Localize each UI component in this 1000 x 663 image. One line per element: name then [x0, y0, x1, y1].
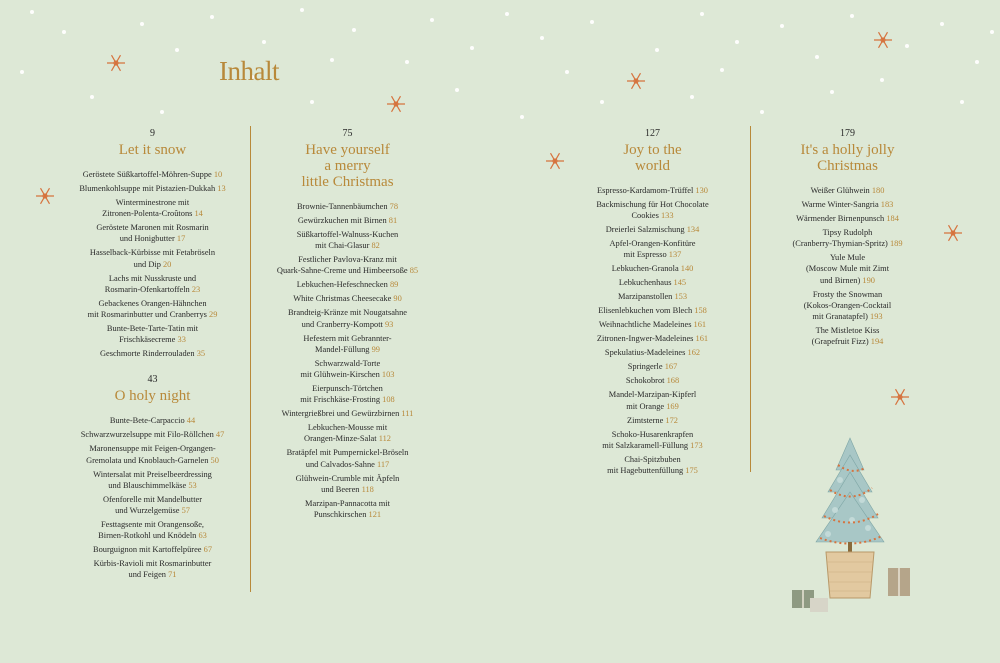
- recipe-name: Lachs mit Nusskruste und Rosmarin-Ofenkartoffeln: [104, 273, 197, 294]
- snow-dot: [990, 30, 994, 34]
- recipe-page-number: 14: [192, 209, 203, 219]
- recipe-entry: [570, 361, 735, 372]
- snow-dot: [815, 55, 819, 59]
- recipe-name: The Mistletoe Kiss (Grapefruit Fizz): [811, 326, 880, 347]
- recipe-page-number: 47: [213, 430, 225, 440]
- recipe-name: Ofenforelle mit Mandelbutter und Wurzelgemüse: [102, 494, 203, 516]
- recipe-page-number: 50: [208, 455, 219, 465]
- recipe-name: Wärmender Birnenpunsch: [796, 214, 885, 223]
- toc-section: [70, 374, 235, 580]
- recipe-page-number: 189: [887, 239, 903, 249]
- recipe-page-number: 63: [196, 531, 207, 541]
- recipe-page-number: 44: [184, 416, 196, 426]
- recipe-entry: [265, 215, 430, 226]
- snow-dot: [700, 12, 704, 16]
- recipe-name: Glühwein-Crumble mit Äpfeln und Beeren: [295, 473, 400, 494]
- recipe-page-number: 20: [160, 259, 172, 269]
- recipe-page-number: 81: [386, 216, 398, 225]
- recipe-name: Dreierlei Salzmischung: [605, 225, 685, 235]
- snow-dot: [590, 20, 594, 24]
- recipe-page-number: 134: [684, 225, 700, 235]
- snow-dot: [330, 58, 334, 62]
- recipe-entry: [570, 333, 735, 344]
- recipe-page-number: 194: [868, 337, 884, 347]
- recipe-page-number: 71: [165, 570, 177, 580]
- recipe-name: Eierpunsch-Törtchen mit Frischkäse-Frosting: [300, 384, 383, 405]
- recipe-page-number: 33: [175, 335, 186, 345]
- recipe-name: Festtagsente mit Orangensoße, Birnen-Rotkohl und Knödeln: [98, 520, 205, 541]
- recipe-page-number: 169: [664, 401, 679, 411]
- recipe-name: Süßkartoffel-Walnuss-Kuchen mit Chai-Glasur: [296, 230, 399, 251]
- recipe-page-number: 193: [867, 312, 883, 322]
- recipe-entry: [570, 454, 735, 476]
- recipe-page-number: 130: [693, 186, 708, 195]
- recipe-page-number: 190: [860, 275, 875, 285]
- recipe-entry: [265, 333, 430, 355]
- toc-column: [570, 128, 735, 479]
- recipe-page-number: 175: [683, 466, 698, 476]
- snowflake-icon: [34, 185, 56, 207]
- column-divider: [250, 126, 251, 592]
- recipe-page-number: 140: [678, 264, 694, 274]
- recipe-name: Apfel-Orangen-Konfitüre mit Espresso: [609, 239, 696, 260]
- snowflake-icon: [385, 93, 407, 115]
- recipe-name: Spekulatius-Madeleines: [604, 348, 686, 358]
- recipe-entry: [265, 498, 430, 520]
- recipe-page-number: 67: [201, 545, 212, 555]
- recipe-list: [570, 185, 735, 476]
- recipe-entry: [265, 201, 430, 212]
- recipe-page-number: 161: [691, 320, 707, 330]
- section-page-number: 9: [150, 128, 155, 139]
- snow-dot: [565, 70, 569, 74]
- recipe-page-number: 111: [399, 409, 414, 419]
- recipe-name: Kürbis-Ravioli mit Rosmarinbutter und Feigen: [93, 559, 212, 580]
- recipe-name: Lebkuchen-Mousse mit Orangen-Minze-Salat: [304, 423, 388, 444]
- snow-dot: [140, 22, 144, 26]
- section-title: Have yourself a merry little Christmas: [301, 142, 394, 190]
- recipe-name: Springerle: [627, 362, 663, 372]
- snow-dot: [505, 12, 509, 16]
- recipe-name: Brandteig-Kränze mit Nougatsahne und Cranberry-Kompott: [287, 308, 408, 329]
- toc-column: [265, 128, 430, 523]
- recipe-entry: [765, 185, 930, 196]
- recipe-page-number: 89: [387, 280, 399, 290]
- recipe-entry: [70, 169, 235, 180]
- recipe-page-number: 172: [663, 415, 678, 425]
- recipe-page-number: 90: [391, 294, 402, 304]
- recipe-entry: [70, 273, 235, 295]
- snow-dot: [940, 22, 944, 26]
- snow-dot: [430, 18, 434, 22]
- recipe-entry: [265, 408, 430, 419]
- section-title: Let it snow: [118, 142, 187, 158]
- recipe-entry: [570, 305, 735, 316]
- section-page-number: 127: [645, 128, 660, 139]
- section-title: O holy night: [114, 388, 191, 405]
- recipe-page-number: 173: [688, 440, 703, 450]
- recipe-page-number: 78: [387, 202, 399, 211]
- recipe-list: [70, 169, 235, 359]
- toc-section: [570, 128, 735, 476]
- recipe-name: Festlicher Pavlova-Kranz mit Quark-Sahne-Creme und Himbeersoße: [276, 255, 408, 276]
- snow-dot: [352, 28, 356, 32]
- recipe-page-number: 108: [380, 395, 395, 405]
- recipe-name: Hefestern mit Gebrannter- Mandel-Füllung: [303, 333, 392, 354]
- recipe-entry: [765, 199, 930, 210]
- recipe-page-number: 167: [662, 362, 678, 372]
- recipe-entry: [570, 291, 735, 302]
- recipe-name: Geschmorte Rinderrouladen: [99, 349, 195, 359]
- recipe-entry: [570, 238, 735, 260]
- recipe-name: Wintersalat mit Preiselbeerdressing und Blauschimmelkäse: [93, 469, 212, 490]
- recipe-entry: [765, 213, 930, 224]
- toc-section: [765, 128, 930, 347]
- recipe-name: Zitronen-Ingwer-Madeleines: [596, 334, 694, 344]
- recipe-name: Bratäpfel mit Pumpernickel-Bröseln und Calvados-Sahne: [286, 448, 409, 469]
- recipe-name: Geröstete Maronen mit Rosmarin und Honigbutter: [96, 223, 209, 244]
- christmas-tree-illustration: [780, 430, 920, 620]
- recipe-name: Schoko-Husarenkrapfen mit Salzkaramell-Füllung: [602, 429, 694, 450]
- recipe-entry: [70, 348, 235, 359]
- recipe-name: Bunte-Bete-Tarte-Tatin mit Frischkäsecreme: [106, 324, 199, 345]
- snow-dot: [310, 100, 314, 104]
- recipe-name: White Christmas Cheesecake: [293, 294, 392, 304]
- recipe-entry: [765, 325, 930, 347]
- recipe-name: Yule Mule (Moscow Mule mit Zimt und Birnen): [805, 253, 890, 285]
- recipe-entry: [765, 252, 930, 286]
- recipe-name: Hasselback-Kürbisse mit Fetabröseln und Dip: [89, 248, 216, 269]
- recipe-page-number: 57: [179, 506, 190, 516]
- recipe-entry: [70, 183, 235, 194]
- snow-dot: [975, 60, 979, 64]
- recipe-page-number: 183: [878, 200, 894, 209]
- recipe-page-number: 93: [382, 319, 394, 329]
- recipe-list: [765, 185, 930, 347]
- recipe-name: Schokobrot: [625, 376, 665, 386]
- recipe-name: Tipsy Rudolph (Cranberry-Thymian-Spritz): [792, 228, 888, 249]
- recipe-entry: [570, 185, 735, 196]
- recipe-entry: [570, 263, 735, 274]
- section-title: Joy to the world: [623, 142, 682, 174]
- recipe-entry: [70, 222, 235, 244]
- snowflake-icon: [889, 386, 911, 408]
- recipe-page-number: 53: [186, 480, 197, 490]
- snow-dot: [30, 10, 34, 14]
- recipe-name: Schwarzwurzelsuppe mit Filo-Röllchen: [80, 430, 214, 440]
- recipe-entry: [70, 544, 235, 555]
- recipe-name: Chai-Spitzbuben mit Hagebuttenfüllung: [607, 454, 684, 476]
- recipe-entry: [70, 494, 235, 516]
- recipe-name: Lebkuchenhaus: [618, 278, 672, 288]
- recipe-entry: [265, 473, 430, 495]
- snow-dot: [210, 15, 214, 19]
- snow-dot: [850, 14, 854, 18]
- recipe-page-number: 117: [374, 459, 390, 469]
- snow-dot: [175, 48, 179, 52]
- snow-dot: [780, 24, 784, 28]
- recipe-name: Lebkuchen-Granola: [611, 264, 679, 274]
- recipe-entry: [265, 307, 430, 329]
- recipe-name: Espresso-Kardamom-Trüffel: [597, 186, 694, 195]
- snow-dot: [90, 95, 94, 99]
- recipe-page-number: 13: [215, 184, 226, 193]
- recipe-name: Weihnachtliche Madeleines: [598, 320, 692, 330]
- recipe-entry: [70, 415, 235, 426]
- section-page-number: 179: [840, 128, 855, 139]
- recipe-entry: [570, 277, 735, 288]
- recipe-entry: [265, 422, 430, 444]
- recipe-page-number: 112: [376, 434, 391, 444]
- recipe-name: Marzipanstollen: [617, 292, 673, 302]
- recipe-page-number: 29: [206, 310, 218, 320]
- recipe-name: Frosty the Snowman (Kokos-Orangen-Cocktail mit Granatapfel): [803, 289, 892, 322]
- recipe-page-number: 133: [658, 211, 674, 221]
- recipe-page-number: 118: [359, 484, 374, 494]
- recipe-entry: [570, 415, 735, 426]
- recipe-page-number: 137: [666, 250, 682, 260]
- recipe-name: Winterminestrone mit Zitronen-Polenta-Croûtons: [102, 198, 193, 219]
- recipe-entry: [70, 247, 235, 269]
- recipe-page-number: 145: [671, 278, 687, 288]
- snowflake-icon: [942, 222, 964, 244]
- snow-dot: [905, 44, 909, 48]
- recipe-entry: [570, 347, 735, 358]
- recipe-entry: [265, 383, 430, 405]
- snow-dot: [62, 30, 66, 34]
- recipe-list: [265, 201, 430, 520]
- recipe-page-number: 184: [884, 214, 899, 223]
- page-title: Inhalt: [219, 56, 279, 86]
- recipe-entry: [70, 197, 235, 219]
- recipe-entry: [70, 519, 235, 541]
- recipe-entry: [265, 254, 430, 276]
- toc-column: [70, 128, 235, 583]
- recipe-name: Bunte-Bete-Carpaccio: [109, 416, 185, 426]
- recipe-entry: [265, 229, 430, 251]
- section-page-number: 75: [342, 128, 353, 139]
- snowflake-icon: [105, 52, 127, 74]
- recipe-page-number: 35: [194, 349, 206, 359]
- snow-dot: [600, 100, 604, 104]
- snow-dot: [160, 110, 164, 114]
- column-divider: [750, 126, 751, 472]
- recipe-entry: [570, 224, 735, 235]
- recipe-entry: [265, 279, 430, 290]
- section-title: It's a holly jolly Christmas: [800, 142, 895, 174]
- toc-section: [70, 128, 235, 359]
- toc-column: [765, 128, 930, 350]
- recipe-name: Maronensuppe mit Feigen-Organgen- Gremolata und Knoblauch-Garnelen: [86, 444, 216, 465]
- snow-dot: [520, 115, 524, 119]
- snow-dot: [720, 68, 724, 72]
- snow-dot: [880, 78, 884, 82]
- recipe-entry: [70, 323, 235, 345]
- recipe-entry: [570, 199, 735, 221]
- recipe-entry: [570, 375, 735, 386]
- recipe-name: Lebkuchen-Hefeschnecken: [296, 280, 388, 290]
- recipe-page-number: 103: [379, 370, 395, 380]
- snow-dot: [735, 40, 739, 44]
- recipe-page-number: 82: [369, 241, 380, 251]
- recipe-name: Wintergrießbrei und Gewürzbirnen: [281, 409, 400, 419]
- recipe-name: Weißer Glühwein: [810, 186, 870, 195]
- recipe-name: Geröstete Süßkartoffel-Möhren-Suppe: [82, 170, 212, 179]
- snow-dot: [455, 88, 459, 92]
- recipe-name: Brownie-Tannenbäumchen: [296, 202, 388, 211]
- recipe-page-number: 180: [869, 186, 885, 195]
- snowflake-icon: [625, 70, 647, 92]
- snow-dot: [470, 46, 474, 50]
- recipe-page-number: 161: [693, 334, 709, 344]
- recipe-entry: [70, 558, 235, 580]
- recipe-page-number: 121: [366, 510, 382, 520]
- recipe-entry: [765, 227, 930, 249]
- snow-dot: [830, 90, 834, 94]
- recipe-page-number: 162: [685, 348, 701, 358]
- recipe-entry: [765, 289, 930, 323]
- section-page-number: 43: [147, 374, 158, 386]
- snow-dot: [655, 48, 659, 52]
- recipe-entry: [70, 298, 235, 320]
- recipe-entry: [570, 429, 735, 451]
- snowflake-icon: [872, 29, 894, 51]
- snow-dot: [760, 110, 764, 114]
- recipe-entry: [70, 429, 235, 440]
- recipe-page-number: 99: [369, 344, 380, 354]
- recipe-page-number: 85: [407, 266, 419, 276]
- snow-dot: [262, 40, 266, 44]
- recipe-page-number: 17: [174, 234, 186, 244]
- recipe-name: Zimtsterne: [627, 415, 664, 425]
- recipe-entry: [70, 443, 235, 465]
- recipe-name: Bourguignon mit Kartoffelpüree: [92, 545, 202, 555]
- recipe-name: Warme Winter-Sangria: [801, 200, 879, 209]
- recipe-entry: [265, 358, 430, 380]
- recipe-page-number: 168: [664, 376, 680, 386]
- recipe-page-number: 153: [672, 292, 688, 302]
- recipe-page-number: 23: [189, 284, 201, 294]
- recipe-entry: [570, 389, 735, 411]
- recipe-page-number: 158: [692, 306, 707, 316]
- recipe-name: Gewürzkuchen mit Birnen: [297, 216, 387, 225]
- snow-dot: [690, 95, 694, 99]
- recipe-name: Schwarzwald-Torte mit Glühwein-Kirschen: [300, 358, 381, 380]
- snow-dot: [300, 8, 304, 12]
- recipe-name: Backmischung für Hot Chocolate Cookies: [596, 200, 709, 221]
- recipe-entry: [265, 293, 430, 304]
- snow-dot: [405, 60, 409, 64]
- recipe-name: Elisenlebkuchen vom Blech: [598, 306, 693, 316]
- recipe-list: [70, 415, 235, 580]
- recipe-entry: [570, 319, 735, 330]
- snow-dot: [20, 70, 24, 74]
- toc-section: [265, 128, 430, 520]
- snow-dot: [540, 36, 544, 40]
- snow-dot: [960, 100, 964, 104]
- recipe-name: Marzipan-Pannacotta mit Punschkirschen: [305, 498, 390, 520]
- recipe-name: Mandel-Marzipan-Kipferl mit Orange: [608, 390, 697, 411]
- snowflake-icon: [544, 150, 566, 172]
- recipe-entry: [70, 469, 235, 491]
- recipe-page-number: 10: [211, 170, 223, 179]
- recipe-name: Gebackenes Orangen-Hähnchen mit Rosmarinbutter und Cranberrys: [87, 298, 207, 320]
- recipe-entry: [265, 447, 430, 469]
- recipe-name: Blumenkohlsuppe mit Pistazien-Dukkah: [79, 184, 216, 193]
